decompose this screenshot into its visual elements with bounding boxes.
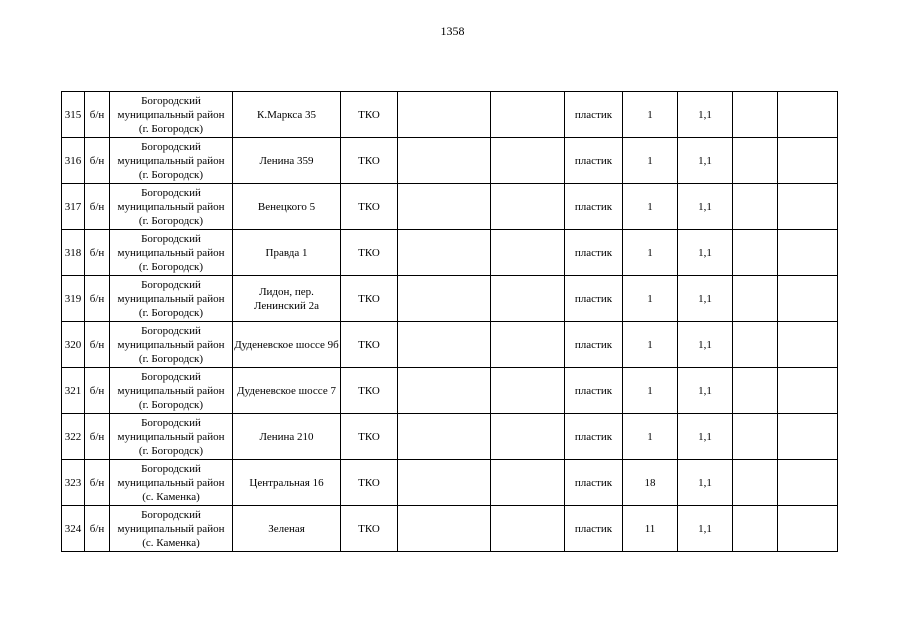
waste-type-cell: ТКО xyxy=(341,414,398,460)
address-cell: Дуденевское шоссе 7 xyxy=(233,368,341,414)
empty-cell xyxy=(778,322,838,368)
table-row xyxy=(62,276,838,322)
container-count-cell: 1 xyxy=(623,92,678,138)
container-volume-cell: 1,1 xyxy=(678,184,733,230)
waste-type-cell: ТКО xyxy=(341,460,398,506)
empty-cell xyxy=(733,506,778,552)
empty-cell xyxy=(398,368,491,414)
container-volume-cell: 1,1 xyxy=(678,138,733,184)
material-cell: пластик xyxy=(565,138,623,184)
row-number-cell: 322 xyxy=(62,414,85,460)
registry-number-cell: б/н xyxy=(85,230,110,276)
district-line: (г. Богородск) xyxy=(138,214,204,227)
container-count-cell: 1 xyxy=(623,322,678,368)
registry-number-cell: б/н xyxy=(85,92,110,138)
district-cell xyxy=(110,138,233,184)
empty-cell xyxy=(778,184,838,230)
table-row xyxy=(62,506,838,552)
waste-type-cell: ТКО xyxy=(341,92,398,138)
table-row xyxy=(62,414,838,460)
empty-cell xyxy=(778,230,838,276)
empty-cell xyxy=(398,322,491,368)
empty-cell xyxy=(398,506,491,552)
row-number-cell: 319 xyxy=(62,276,85,322)
container-volume-cell: 1,1 xyxy=(678,322,733,368)
registry-number-cell: б/н xyxy=(85,138,110,184)
empty-cell xyxy=(733,414,778,460)
empty-cell xyxy=(398,92,491,138)
district-line: Богородский xyxy=(141,232,201,245)
container-volume-cell: 1,1 xyxy=(678,506,733,552)
material-cell: пластик xyxy=(565,184,623,230)
container-volume-cell: 1,1 xyxy=(678,414,733,460)
district-line: Богородский xyxy=(141,94,201,107)
address-cell: К.Маркса 35 xyxy=(233,92,341,138)
empty-cell xyxy=(491,230,565,276)
district-line: муниципальный район xyxy=(117,522,225,535)
material-cell: пластик xyxy=(565,276,623,322)
container-volume-cell: 1,1 xyxy=(678,92,733,138)
empty-cell xyxy=(733,92,778,138)
district-line: Богородский xyxy=(141,324,201,337)
address-cell: Центральная 16 xyxy=(233,460,341,506)
district-line: муниципальный район xyxy=(117,384,225,397)
district-line: Богородский xyxy=(141,416,201,429)
empty-cell xyxy=(491,368,565,414)
table-row xyxy=(62,92,838,138)
district-cell xyxy=(110,460,233,506)
district-line: муниципальный район xyxy=(117,246,225,259)
waste-type-cell: ТКО xyxy=(341,276,398,322)
empty-cell xyxy=(398,460,491,506)
table-row xyxy=(62,368,838,414)
district-cell xyxy=(110,414,233,460)
district-line: (г. Богородск) xyxy=(138,352,204,365)
district-line: муниципальный район xyxy=(117,200,225,213)
address-cell: Дуденевское шоссе 9б xyxy=(233,322,341,368)
empty-cell xyxy=(733,184,778,230)
page-number: 1358 xyxy=(440,24,465,38)
row-number-cell: 318 xyxy=(62,230,85,276)
material-cell: пластик xyxy=(565,322,623,368)
empty-cell xyxy=(733,138,778,184)
empty-cell xyxy=(398,414,491,460)
address-cell: Зеленая xyxy=(233,506,341,552)
registry-number-cell: б/н xyxy=(85,184,110,230)
row-number-cell: 317 xyxy=(62,184,85,230)
material-cell: пластик xyxy=(565,368,623,414)
district-line: Богородский xyxy=(141,508,201,521)
empty-cell xyxy=(733,368,778,414)
address-cell: Ленина 210 xyxy=(233,414,341,460)
district-cell xyxy=(110,276,233,322)
district-cell xyxy=(110,322,233,368)
district-line: Богородский xyxy=(141,462,201,475)
empty-cell xyxy=(733,322,778,368)
empty-cell xyxy=(778,460,838,506)
address-cell: Правда 1 xyxy=(233,230,341,276)
registry-number-cell: б/н xyxy=(85,276,110,322)
district-line: (г. Богородск) xyxy=(138,122,204,135)
waste-type-cell: ТКО xyxy=(341,322,398,368)
registry-table xyxy=(61,91,838,552)
district-line: (с. Каменка) xyxy=(142,490,200,503)
empty-cell xyxy=(398,276,491,322)
table-row xyxy=(62,230,838,276)
container-count-cell: 1 xyxy=(623,184,678,230)
empty-cell xyxy=(398,138,491,184)
row-number-cell: 316 xyxy=(62,138,85,184)
registry-number-cell: б/н xyxy=(85,368,110,414)
empty-cell xyxy=(778,138,838,184)
container-volume-cell: 1,1 xyxy=(678,460,733,506)
material-cell: пластик xyxy=(565,414,623,460)
material-cell: пластик xyxy=(565,230,623,276)
district-line: Богородский xyxy=(141,186,201,199)
empty-cell xyxy=(778,368,838,414)
district-line: муниципальный район xyxy=(117,292,225,305)
empty-cell xyxy=(778,506,838,552)
registry-number-cell: б/н xyxy=(85,506,110,552)
district-cell xyxy=(110,230,233,276)
waste-type-cell: ТКО xyxy=(341,368,398,414)
row-number-cell: 315 xyxy=(62,92,85,138)
table-row xyxy=(62,138,838,184)
empty-cell xyxy=(778,276,838,322)
table-row xyxy=(62,460,838,506)
district-cell xyxy=(110,184,233,230)
district-line: Богородский xyxy=(141,278,201,291)
material-cell: пластик xyxy=(565,92,623,138)
empty-cell xyxy=(491,414,565,460)
row-number-cell: 324 xyxy=(62,506,85,552)
container-count-cell: 1 xyxy=(623,276,678,322)
district-line: (с. Каменка) xyxy=(142,536,200,549)
district-line: муниципальный район xyxy=(117,338,225,351)
container-count-cell: 11 xyxy=(623,506,678,552)
district-cell xyxy=(110,368,233,414)
row-number-cell: 323 xyxy=(62,460,85,506)
container-count-cell: 1 xyxy=(623,414,678,460)
district-line: (г. Богородск) xyxy=(138,260,204,273)
empty-cell xyxy=(398,230,491,276)
registry-number-cell: б/н xyxy=(85,322,110,368)
registry-number-cell: б/н xyxy=(85,414,110,460)
empty-cell xyxy=(398,184,491,230)
empty-cell xyxy=(733,460,778,506)
empty-cell xyxy=(778,414,838,460)
empty-cell xyxy=(491,92,565,138)
district-line: (г. Богородск) xyxy=(138,306,204,319)
waste-type-cell: ТКО xyxy=(341,184,398,230)
waste-type-cell: ТКО xyxy=(341,506,398,552)
address-cell: Ленина 359 xyxy=(233,138,341,184)
district-line: муниципальный район xyxy=(117,154,225,167)
container-count-cell: 1 xyxy=(623,138,678,184)
district-line: муниципальный район xyxy=(117,430,225,443)
row-number-cell: 320 xyxy=(62,322,85,368)
empty-cell xyxy=(733,230,778,276)
empty-cell xyxy=(491,460,565,506)
address-cell: Лидон, пер. Ленинский 2а xyxy=(233,276,341,322)
empty-cell xyxy=(778,92,838,138)
container-volume-cell: 1,1 xyxy=(678,230,733,276)
container-count-cell: 1 xyxy=(623,230,678,276)
container-volume-cell: 1,1 xyxy=(678,276,733,322)
table-row xyxy=(62,184,838,230)
registry-number-cell: б/н xyxy=(85,460,110,506)
empty-cell xyxy=(491,506,565,552)
district-line: Богородский xyxy=(141,370,201,383)
district-cell xyxy=(110,506,233,552)
empty-cell xyxy=(491,184,565,230)
empty-cell xyxy=(491,322,565,368)
material-cell: пластик xyxy=(565,506,623,552)
empty-cell xyxy=(733,276,778,322)
container-volume-cell: 1,1 xyxy=(678,368,733,414)
container-count-cell: 18 xyxy=(623,460,678,506)
container-count-cell: 1 xyxy=(623,368,678,414)
table-row xyxy=(62,322,838,368)
district-line: (г. Богородск) xyxy=(138,444,204,457)
waste-type-cell: ТКО xyxy=(341,230,398,276)
empty-cell xyxy=(491,276,565,322)
district-line: Богородский xyxy=(141,140,201,153)
row-number-cell: 321 xyxy=(62,368,85,414)
waste-type-cell: ТКО xyxy=(341,138,398,184)
address-cell: Венецкого 5 xyxy=(233,184,341,230)
district-line: (г. Богородск) xyxy=(138,398,204,411)
district-line: муниципальный район xyxy=(117,108,225,121)
district-line: муниципальный район xyxy=(117,476,225,489)
district-line: (г. Богородск) xyxy=(138,168,204,181)
material-cell: пластик xyxy=(565,460,623,506)
table-body xyxy=(62,92,838,552)
district-cell xyxy=(110,92,233,138)
empty-cell xyxy=(491,138,565,184)
